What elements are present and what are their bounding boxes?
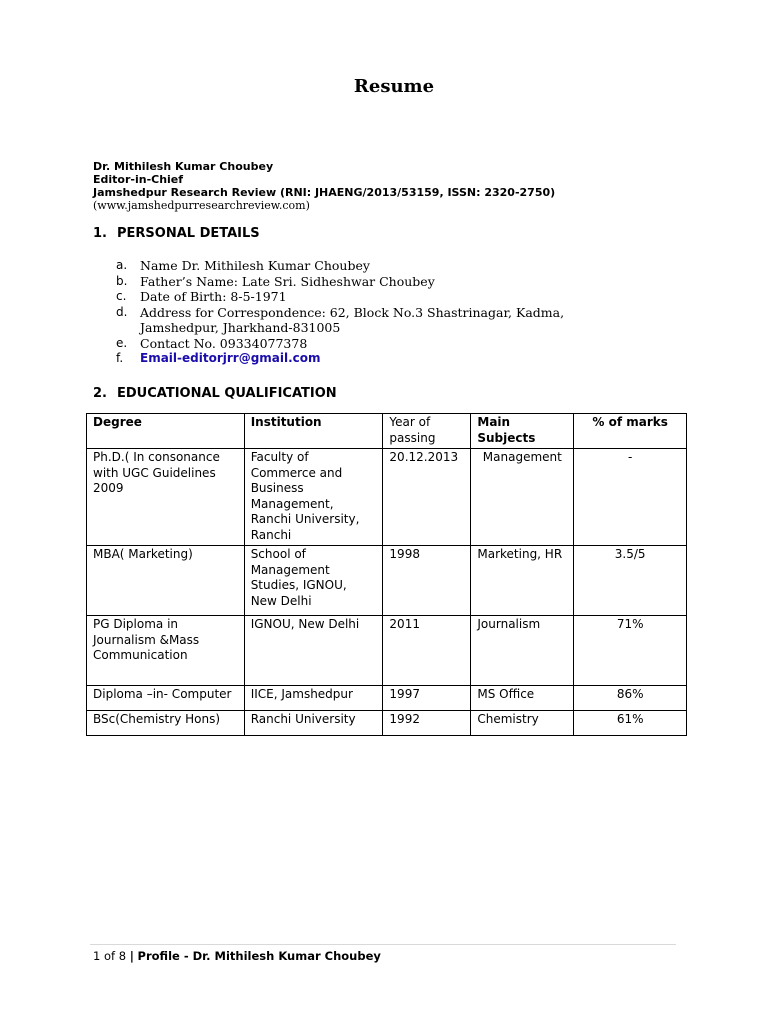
table-cell: Marketing, HR: [471, 546, 574, 616]
table-row: [87, 449, 687, 546]
list-item: [116, 289, 636, 305]
list-item: [116, 274, 636, 290]
list-item: [116, 258, 636, 274]
personal-details-list: [116, 258, 636, 367]
table-cell: 20.12.2013: [383, 449, 471, 546]
table-cell: Ranchi University: [244, 711, 383, 736]
column-header: Main Subjects: [471, 414, 574, 449]
journal-name: Jamshedpur Research Review (RNI: JHAENG/2013/53159, ISSN: 2320-2750): [93, 186, 556, 199]
list-item-label: e.: [116, 335, 128, 350]
table-cell: 61%: [574, 711, 687, 736]
section-number: 2.: [93, 386, 107, 401]
table-cell: -: [574, 449, 687, 546]
list-item: [116, 351, 636, 367]
table-cell: Faculty of Commerce and Business Management, Ranchi University, Ranchi: [244, 449, 383, 546]
table-cell: MS Office: [471, 686, 574, 711]
table-cell: 86%: [574, 686, 687, 711]
list-item: [116, 305, 636, 336]
list-item-text: Contact No. 09334077378: [140, 335, 308, 351]
column-header: Year of passing: [383, 414, 471, 449]
table-cell: Ph.D.( In consonance with UGC Guidelines 2009: [87, 449, 245, 546]
list-item-label: f.: [116, 351, 124, 365]
table-cell: 1997: [383, 686, 471, 711]
table-cell: 2011: [383, 616, 471, 686]
education-table: [86, 413, 687, 736]
table-cell: BSc(Chemistry Hons): [87, 711, 245, 736]
table-cell: IICE, Jamshedpur: [244, 686, 383, 711]
table-cell: MBA( Marketing): [87, 546, 245, 616]
column-header: Institution: [244, 414, 383, 449]
footer-separator: |: [129, 949, 134, 963]
section-number: 1.: [93, 226, 107, 241]
list-item-label: b.: [116, 273, 128, 288]
list-item-label: d.: [116, 304, 128, 319]
author-name: Dr. Mithilesh Kumar Choubey: [93, 160, 274, 173]
list-item-label: a.: [116, 258, 128, 272]
list-item: [116, 336, 636, 352]
journal-website: (www.jamshedpurresearchreview.com): [93, 199, 310, 212]
table-header-row: [87, 414, 687, 449]
table-cell: Chemistry: [471, 711, 574, 736]
table-cell: Diploma –in- Computer: [87, 686, 245, 711]
list-item-text: Father’s Name: Late Sri. Sidheshwar Choubey: [140, 273, 435, 289]
list-item-text: Name Dr. Mithilesh Kumar Choubey: [140, 258, 370, 273]
list-item-text: Address for Correspondence: 62, Block No.3 Shastrinagar, Kadma, Jamshedpur, Jharkhand-831005: [140, 304, 565, 335]
section-title: EDUCATIONAL QUALIFICATION: [117, 386, 337, 401]
page-title: Resume: [353, 76, 435, 97]
table-row: [87, 616, 687, 686]
page-footer: [93, 949, 381, 963]
table-cell: IGNOU, New Delhi: [244, 616, 383, 686]
table-cell: Management: [471, 449, 574, 546]
list-item-label: c.: [116, 289, 127, 303]
column-header: Degree: [87, 414, 245, 449]
footer-text: Profile - Dr. Mithilesh Kumar Choubey: [137, 949, 381, 963]
section-education-heading: [93, 386, 337, 401]
table-cell: School of Management Studies, IGNOU, New Delhi: [244, 546, 383, 616]
list-item-text: Date of Birth: 8-5-1971: [140, 289, 287, 304]
page-number: 1 of 8: [93, 949, 127, 963]
column-header: % of marks: [574, 414, 687, 449]
table-row: [87, 711, 687, 736]
email-link[interactable]: Email-editorjrr@gmail.com: [140, 351, 321, 365]
table-row: [87, 546, 687, 616]
table-cell: 3.5/5: [574, 546, 687, 616]
table-cell: 1998: [383, 546, 471, 616]
table-cell: PG Diploma in Journalism &Mass Communication: [87, 616, 245, 686]
author-role: Editor-in-Chief: [93, 173, 184, 186]
table-cell: Journalism: [471, 616, 574, 686]
section-personal-heading: [93, 226, 260, 241]
section-title: PERSONAL DETAILS: [117, 226, 260, 241]
table-row: [87, 686, 687, 711]
table-cell: 71%: [574, 616, 687, 686]
header-block: [93, 160, 555, 212]
table-cell: 1992: [383, 711, 471, 736]
footer-divider: [90, 944, 676, 945]
